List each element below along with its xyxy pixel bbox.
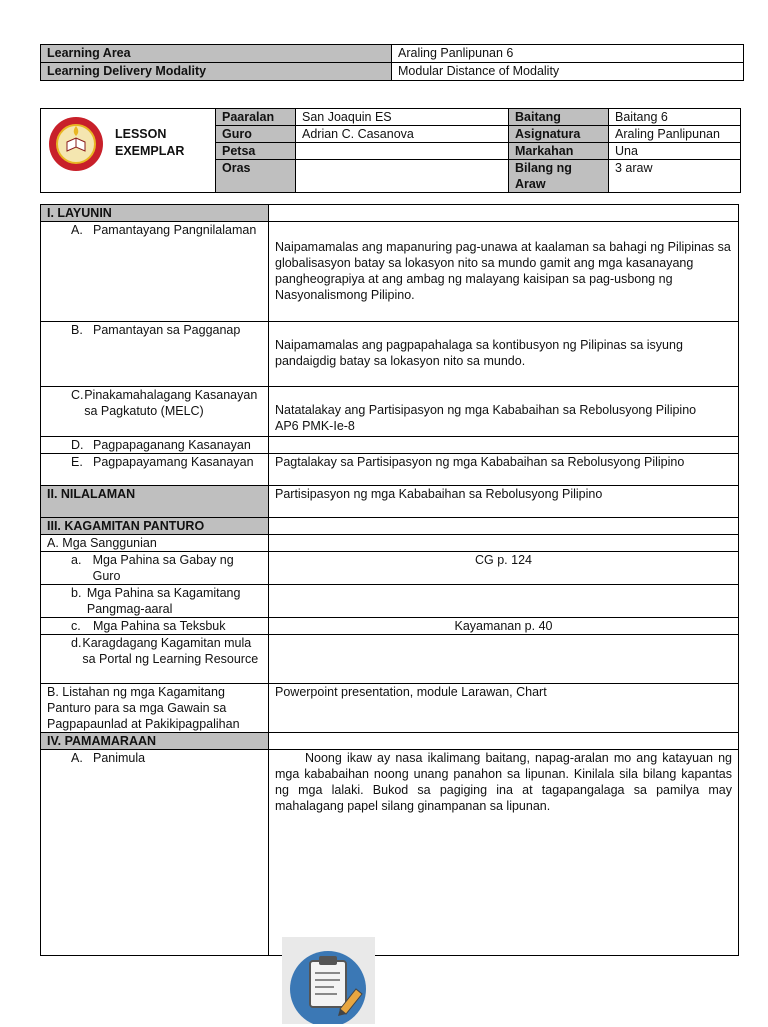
learning-area-label: Learning Area: [41, 45, 392, 63]
bilang-label: Bilang ng Araw: [509, 160, 609, 193]
oras-value: [296, 160, 509, 193]
clipboard-illustration: [282, 937, 375, 1024]
panimula-label: A. Panimula: [41, 750, 269, 956]
school-info-table: [40, 108, 741, 193]
learning-area-table: [40, 44, 744, 81]
pagpapayamang-kasanayan-value: Pagtalakay sa Partisipasyon ng mga Kababaihan sa Rebolusyong Pilipino: [269, 454, 739, 486]
baitang-value: Baitang 6: [609, 109, 741, 126]
school-seal-logo: [48, 116, 104, 172]
learning-area-value: Araling Panlipunan 6: [392, 45, 744, 63]
nilalaman-heading: II. NILALAMAN: [41, 486, 269, 518]
asignatura-label: Asignatura: [509, 126, 609, 143]
melc-label: C. Pinakamahalagang Kasanayan sa Pagkatuto (MELC): [41, 387, 269, 437]
teksbuk-label: c. Mga Pahina sa Teksbuk: [41, 618, 269, 635]
markahan-label: Markahan: [509, 143, 609, 160]
markahan-value: Una: [609, 143, 741, 160]
petsa-value: [296, 143, 509, 160]
panimula-value: Noong ikaw ay nasa ikalimang baitang, napag-aralan mo ang katayuan ng mga kababaihan noong unang panahon sa lipunan. Kinilala sila bilang kapantas ng mga lalaki. Bukod sa pagiging ina at tagapangalaga sa pamilya may mahalagang papel silang ginampanan sa lipunan.: [269, 750, 739, 956]
clipboard-icon: [282, 937, 375, 1024]
guro-value: Adrian C. Casanova: [296, 126, 509, 143]
listahan-kagamitan-value: Powerpoint presentation, module Larawan, Chart: [269, 684, 739, 733]
oras-label: Oras: [216, 160, 296, 193]
karagdagang-kagamitan-label: d. Karagdagang Kagamitan mula sa Portal ng Learning Resource: [41, 635, 269, 684]
modality-label: Learning Delivery Modality: [41, 63, 392, 81]
kagamitang-pangmag-aaral-label: b. Mga Pahina sa Kagamitang Pangmag-aaral: [41, 585, 269, 618]
pamantayan-sa-pagganap-label: B. Pamantayan sa Pagganap: [41, 322, 269, 387]
lesson-exemplar-cell: [41, 109, 216, 193]
paaralan-value: San Joaquin ES: [296, 109, 509, 126]
teksbuk-value: Kayamanan p. 40: [269, 618, 739, 635]
baitang-label: Baitang: [509, 109, 609, 126]
nilalaman-value: Partisipasyon ng mga Kababaihan sa Rebolusyong Pilipino: [269, 486, 739, 518]
pagpapayamang-kasanayan-label: E. Pagpapayamang Kasanayan: [41, 454, 269, 486]
pagpapaganang-kasanayan-label: D. Pagpapaganang Kasanayan: [41, 437, 269, 454]
listahan-kagamitan-label: B. Listahan ng mga Kagamitang Panturo para sa mga Gawain sa Pagpapaunlad at Pakikipagpalihan: [41, 684, 269, 733]
paaralan-label: Paaralan: [216, 109, 296, 126]
petsa-label: Petsa: [216, 143, 296, 160]
modality-value: Modular Distance of Modality: [392, 63, 744, 81]
bilang-value: 3 araw: [609, 160, 741, 193]
pamantayang-pangnilalaman-label: A. Pamantayang Pangnilalaman: [41, 222, 269, 322]
layunin-heading: I. LAYUNIN: [41, 205, 269, 222]
lesson-plan-table: [40, 204, 739, 956]
sanggunian-label: A. Mga Sanggunian: [41, 535, 269, 552]
melc-value: Natatalakay ang Partisipasyon ng mga Kababaihan sa Rebolusyong Pilipino AP6 PMK-Ie-8: [269, 387, 739, 437]
pamantayan-sa-pagganap-value: Naipamamalas ang pagpapahalaga sa kontibusyon ng Pilipinas sa isyung pandaigdig batay sa lokasyon nito sa mundo.: [269, 322, 739, 387]
gabay-guro-value: CG p. 124: [269, 552, 739, 585]
lesson-label: LESSON: [115, 127, 167, 141]
asignatura-value: Araling Panlipunan: [609, 126, 741, 143]
gabay-guro-label: a. Mga Pahina sa Gabay ng Guro: [41, 552, 269, 585]
guro-label: Guro: [216, 126, 296, 143]
pamantayang-pangnilalaman-value: Naipamamalas ang mapanuring pag-unawa at kaalaman sa bahagi ng Pilipinas sa globalisasyon batay sa lokasyon nito sa mundo gamit ang mga kasanayang pangheograpiya at ang ambag ng malayang kaisipan sa pag-usbong ng Nasyonalismong Pilipino.: [269, 222, 739, 322]
exemplar-label: EXEMPLAR: [115, 144, 185, 158]
kagamitan-heading: III. KAGAMITAN PANTURO: [41, 518, 269, 535]
pamamaraan-heading: IV. PAMAMARAAN: [41, 733, 269, 750]
